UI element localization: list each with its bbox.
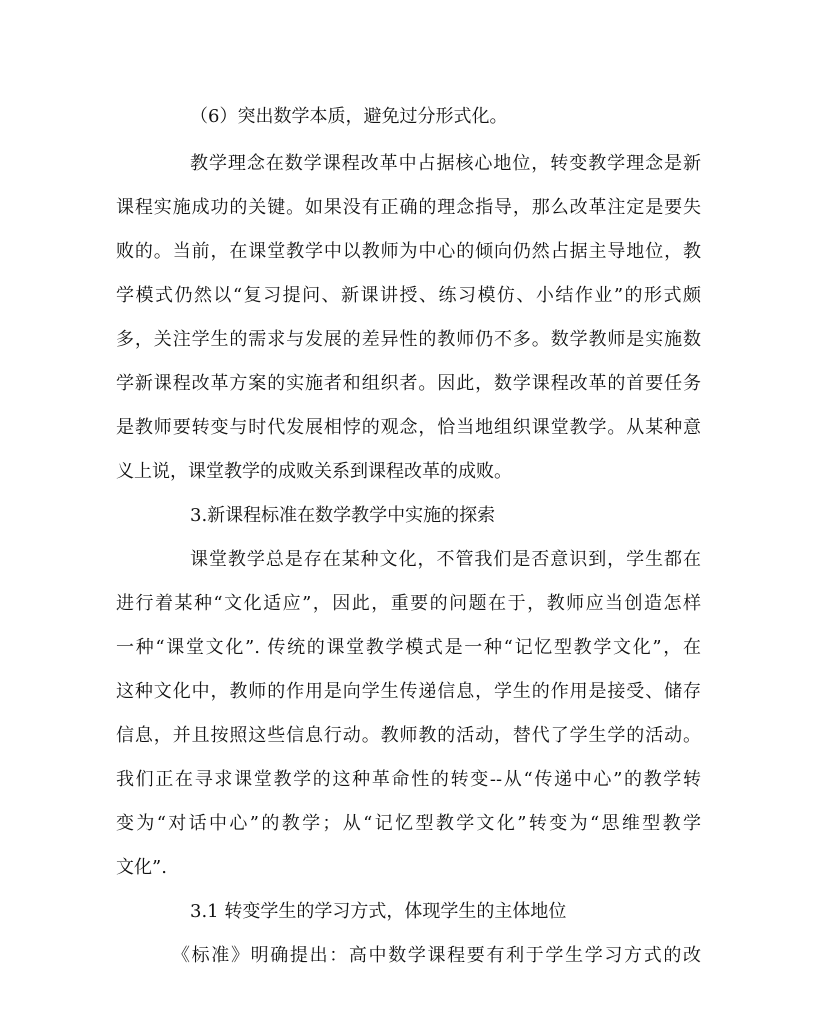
paragraph-line: 《标准》明确提出：高中数学课程要有利于学生学习方式的改 (172, 945, 701, 966)
paragraph-line: 多，关注学生的需求与发展的差异性的教师仍不多。数学教师是实施数 (116, 329, 701, 350)
heading-6-line: （6）突出数学本质，避免过分形式化。 (190, 106, 508, 127)
paragraph-line: 是教师要转变与时代发展相悖的观念，恰当地组织课堂教学。从某种意 (116, 417, 701, 438)
paragraph-line: 学新课程改革方案的实施者和组织者。因此，数学课程改革的首要任务 (116, 373, 701, 394)
paragraph-line: 一种“课堂文化”. 传统的课堂教学模式是一种“记忆型教学文化”，在 (116, 637, 701, 658)
paragraph-line: 文化”. (116, 857, 167, 878)
paragraph-line: 变为“对话中心”的教学；从“记忆型教学文化”转变为“思维型教学 (116, 813, 701, 834)
paragraph-line: 学模式仍然以“复习提问、新课讲授、练习模仿、小结作业”的形式颇 (116, 285, 701, 306)
paragraph-line: 课堂教学总是存在某种文化，不管我们是否意识到，学生都在 (190, 549, 701, 570)
paragraph-line: 教学理念在数学课程改革中占据核心地位，转变教学理念是新 (190, 153, 701, 174)
paragraph-line: 我们正在寻求课堂教学的这种革命性的转变--从“传递中心”的教学转 (116, 769, 701, 790)
paragraph-line: 进行着某种“文化适应”，因此，重要的问题在于，教师应当创造怎样 (116, 593, 701, 614)
paragraph-line: 课程实施成功的关键。如果没有正确的理念指导，那么改革注定是要失 (116, 197, 701, 218)
subsection-heading: 3.1 转变学生的学习方式，体现学生的主体地位 (190, 901, 567, 922)
paragraph-line: 义上说，课堂教学的成败关系到课程改革的成败。 (116, 461, 512, 482)
paragraph-line: 败的。当前，在课堂教学中以教师为中心的倾向仍然占据主导地位，教 (116, 241, 701, 262)
paragraph-line: 这种文化中，教师的作用是向学生传递信息，学生的作用是接受、储存 (116, 681, 701, 702)
paragraph-line: 信息，并且按照这些信息行动。教师教的活动，替代了学生学的活动。 (116, 725, 701, 746)
section-heading: 3.新课程标准在数学教学中实施的探索 (190, 505, 496, 526)
